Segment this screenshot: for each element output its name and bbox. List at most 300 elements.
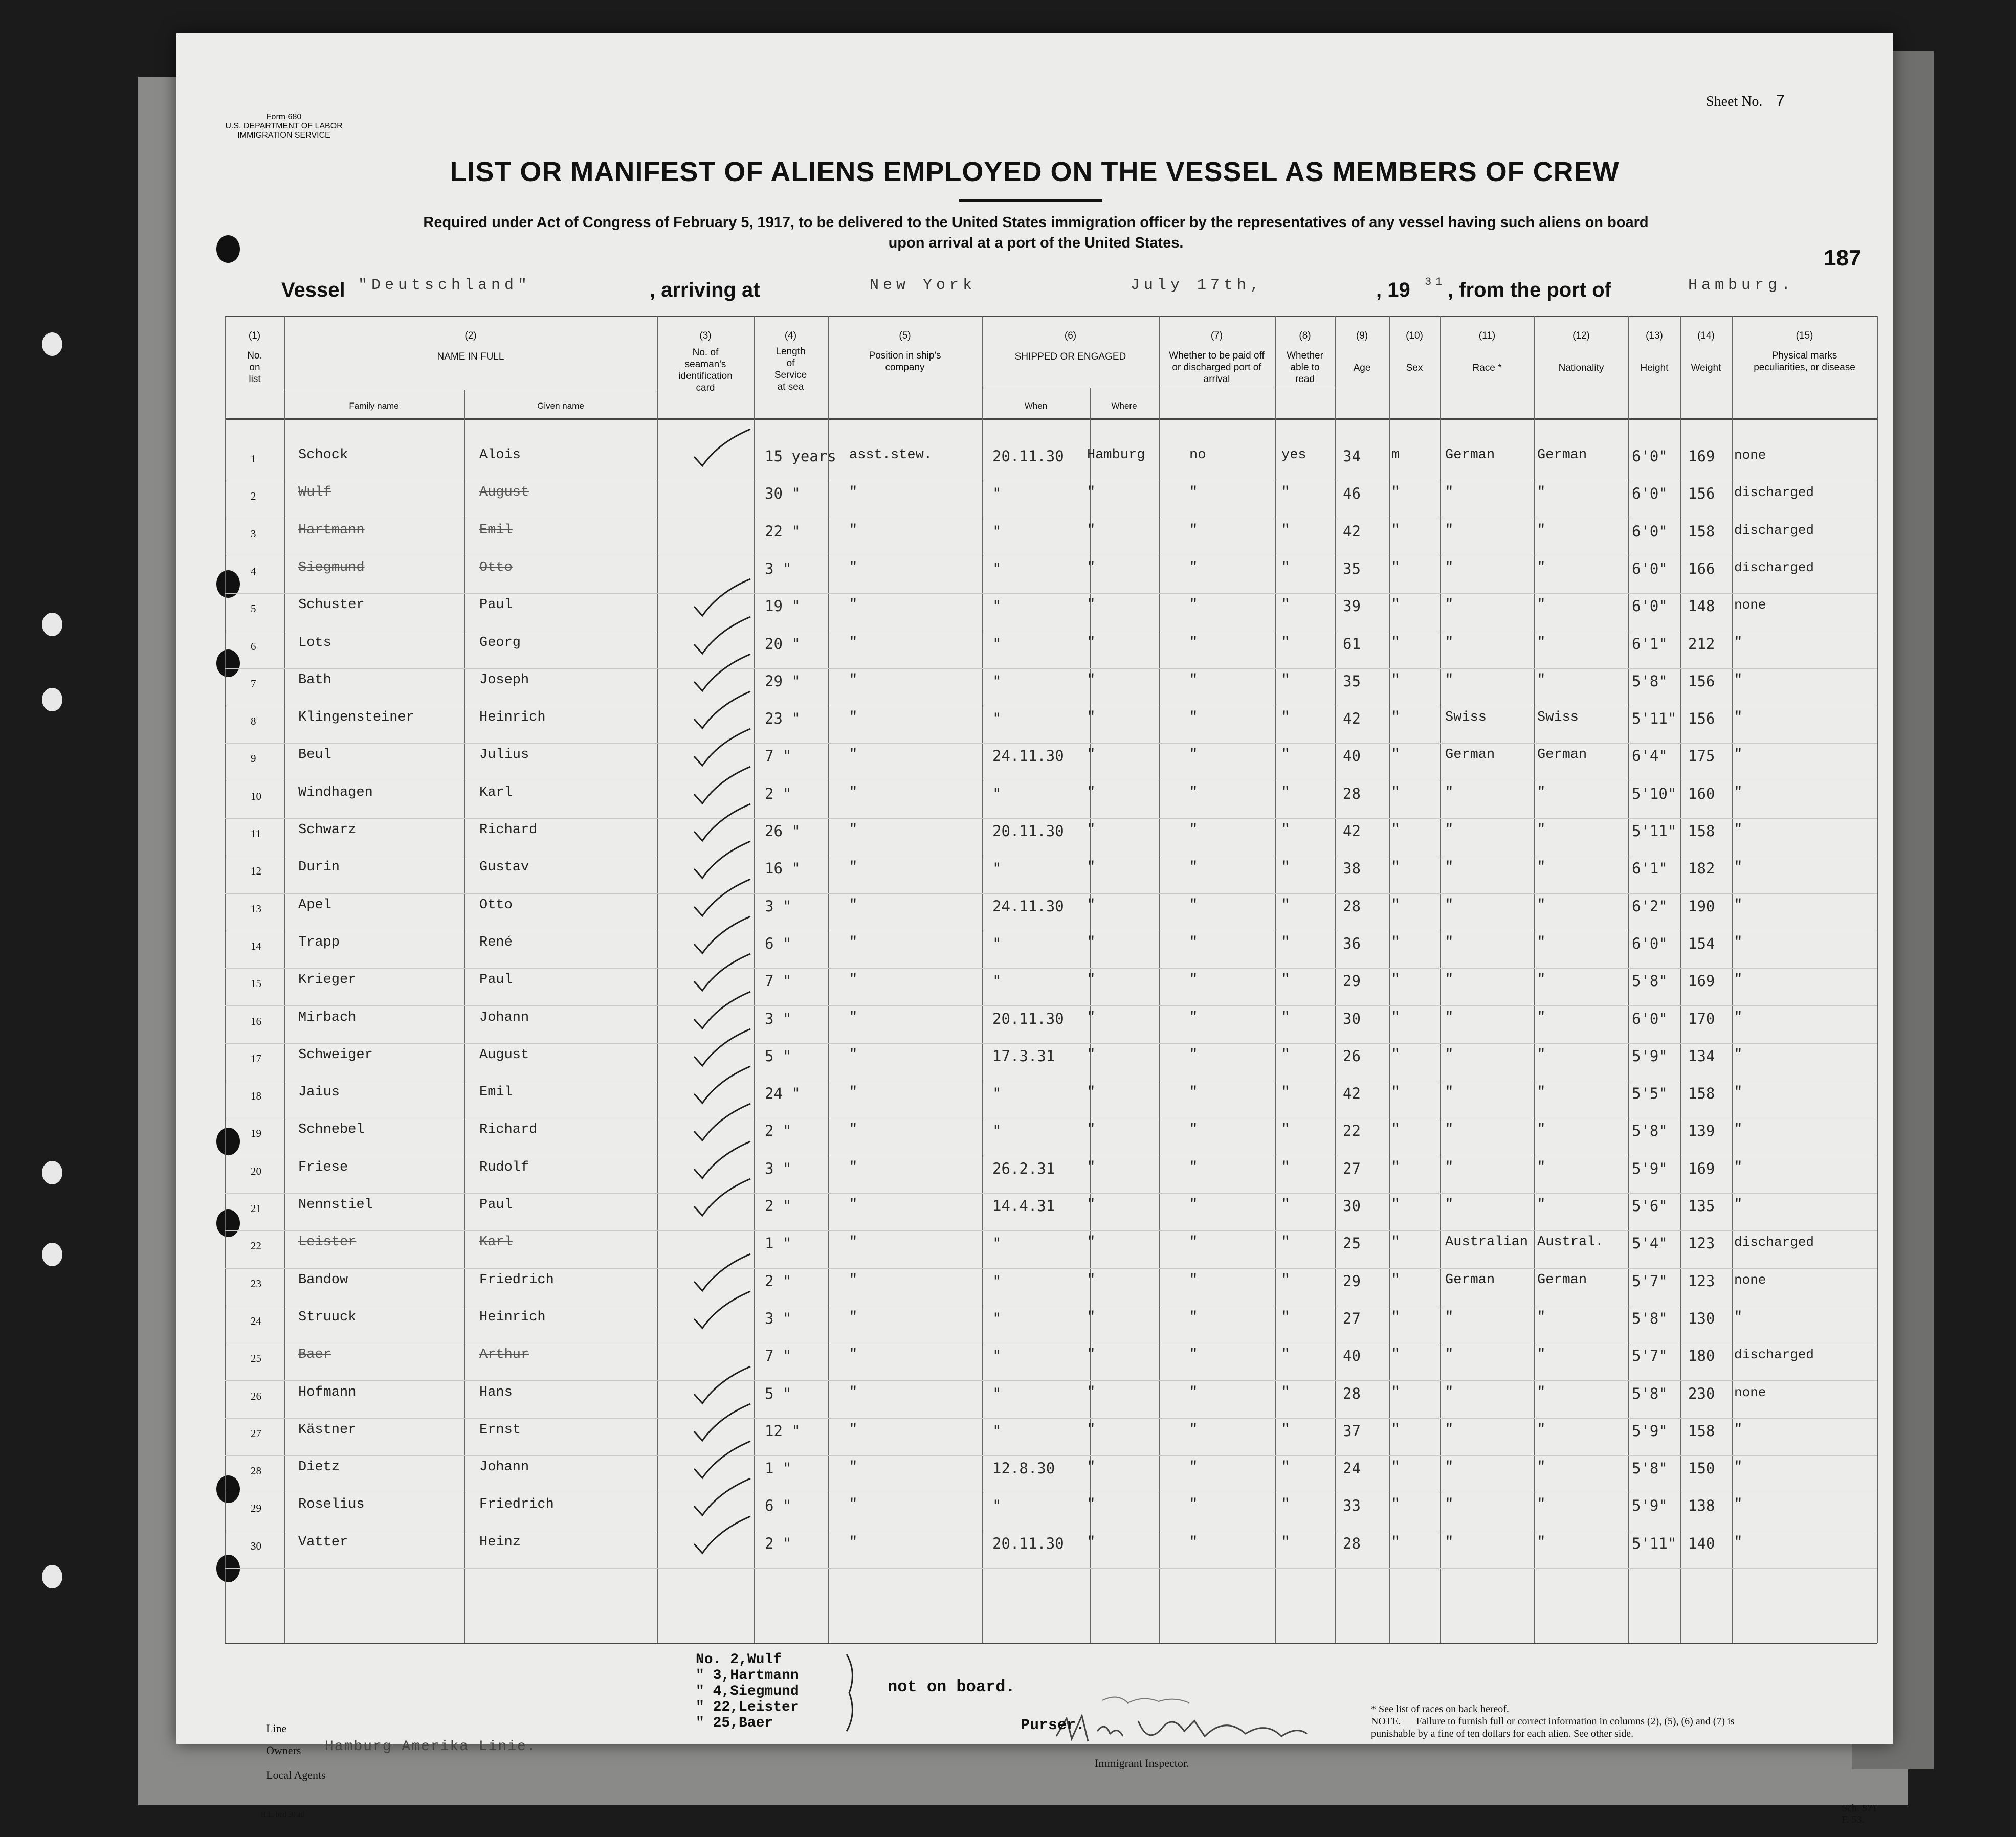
weight-cell: 180 <box>1688 1347 1715 1365</box>
col-label: NAME IN FULL <box>437 351 504 362</box>
service-length-cell: 3 " <box>765 559 792 577</box>
id-card-checkmark-icon <box>688 427 755 468</box>
service-name: IMMIGRATION SERVICE <box>237 131 330 140</box>
race-cell: " <box>1445 1497 1454 1513</box>
physical-marks-cell: " <box>1734 710 1743 726</box>
sex-cell: " <box>1391 1347 1400 1363</box>
col-number: (6) <box>1064 330 1077 341</box>
nationality-cell: " <box>1537 822 1546 838</box>
row-number-cell: 16 <box>251 1015 261 1027</box>
family-name-cell: Klingensteiner <box>298 710 414 726</box>
physical-marks-cell: none <box>1734 447 1766 463</box>
weight-cell: 169 <box>1688 447 1715 465</box>
age-cell: 28 <box>1343 1384 1361 1402</box>
given-name-cell: Arthur <box>479 1347 529 1363</box>
height-cell: 5'8" <box>1632 1460 1668 1477</box>
table-row <box>176 1347 1893 1384</box>
ship-position-cell: " <box>849 485 858 501</box>
nationality-cell: Austral. <box>1537 1235 1604 1250</box>
ship-position-cell: " <box>849 710 858 726</box>
physical-marks-cell: discharged <box>1734 1235 1814 1250</box>
sex-cell: " <box>1391 747 1400 763</box>
weight-cell: 158 <box>1688 1422 1715 1440</box>
ship-position-cell: " <box>849 1497 858 1513</box>
arrival-date: July 17th, <box>1131 277 1264 294</box>
able-to-read-cell: " <box>1281 1085 1290 1101</box>
ship-position-cell: " <box>849 672 858 688</box>
id-card-checkmark-icon <box>688 577 755 618</box>
shipped-where-cell: " <box>1087 522 1096 538</box>
nationality-cell: " <box>1537 672 1546 688</box>
col9-header <box>1335 330 1389 374</box>
height-cell: 5'9" <box>1632 1497 1668 1515</box>
sex-cell: " <box>1391 785 1400 800</box>
able-to-read-cell: " <box>1281 1197 1290 1213</box>
paid-off-cell: " <box>1189 1122 1198 1138</box>
given-name-cell: René <box>479 934 513 950</box>
row-number-cell: 30 <box>251 1539 261 1552</box>
shipped-when-cell: 20.11.30 <box>992 1534 1064 1552</box>
id-card-checkmark-icon <box>688 839 755 880</box>
col-label: Sex <box>1406 363 1423 373</box>
shipped-when-cell: " <box>992 485 1002 503</box>
paid-off-cell: " <box>1189 747 1198 763</box>
nationality-cell: " <box>1537 1460 1546 1475</box>
service-length-cell: 2 " <box>765 1272 792 1290</box>
age-cell: 29 <box>1343 972 1361 990</box>
weight-cell: 158 <box>1688 1085 1715 1103</box>
paid-off-cell: " <box>1189 897 1198 913</box>
table-row <box>176 1272 1893 1310</box>
table-bottom-rule <box>225 1643 1877 1644</box>
shipped-where-cell: " <box>1087 1010 1096 1025</box>
physical-marks-cell: " <box>1734 1497 1743 1513</box>
sex-cell: " <box>1391 635 1400 651</box>
nationality-cell: " <box>1537 1384 1546 1400</box>
shipped-when-cell: " <box>992 1384 1002 1402</box>
note-line: " 3,Hartmann <box>696 1668 799 1684</box>
service-length-cell: 29 " <box>765 672 801 690</box>
binder-hole <box>216 235 240 263</box>
able-to-read-cell: " <box>1281 1047 1290 1063</box>
paid-off-cell: " <box>1189 934 1198 950</box>
race-cell: " <box>1445 1534 1454 1550</box>
given-name-cell: Emil <box>479 522 513 538</box>
table-row <box>176 1010 1893 1047</box>
id-card-checkmark-icon <box>688 1402 755 1443</box>
ship-position-cell: " <box>849 1122 858 1138</box>
given-name-cell: Richard <box>479 822 538 838</box>
given-name-cell: Emil <box>479 1085 513 1101</box>
family-name-cell: Friese <box>298 1159 348 1175</box>
col2-header <box>284 330 657 363</box>
service-length-cell: 6 " <box>765 934 792 952</box>
sex-cell: " <box>1391 934 1400 950</box>
id-card-checkmark-icon <box>688 1139 755 1180</box>
paid-off-cell: " <box>1189 1159 1198 1175</box>
able-to-read-cell: " <box>1281 1309 1290 1325</box>
shipped-where-cell: " <box>1087 1422 1096 1438</box>
paid-off-cell: " <box>1189 1422 1198 1438</box>
height-cell: 5'8" <box>1632 1309 1668 1327</box>
physical-marks-cell: none <box>1734 1272 1766 1288</box>
physical-marks-cell: " <box>1734 672 1743 688</box>
height-cell: 6'1" <box>1632 635 1668 653</box>
table-row <box>176 747 1893 785</box>
height-cell: 5'8" <box>1632 672 1668 690</box>
table-row <box>176 447 1893 485</box>
paid-off-cell: " <box>1189 1047 1198 1063</box>
age-cell: 42 <box>1343 522 1361 540</box>
shipped-where-cell: " <box>1087 635 1096 651</box>
row-number-cell: 25 <box>251 1352 261 1365</box>
inspector-label: Immigrant Inspector. <box>1095 1757 1189 1769</box>
family-name-cell: Roselius <box>298 1497 365 1513</box>
nationality-cell: " <box>1537 1047 1546 1063</box>
table-row <box>176 1497 1893 1534</box>
not-on-board-text: not on board. <box>888 1677 1015 1696</box>
row-number-cell: 26 <box>251 1390 261 1402</box>
family-name-cell: Windhagen <box>298 785 373 800</box>
row-number-cell: 18 <box>251 1090 261 1103</box>
family-name-cell: Schwarz <box>298 822 357 838</box>
paid-off-cell: no <box>1189 447 1206 463</box>
row-rule <box>225 968 1877 969</box>
service-length-cell: 2 " <box>765 1197 792 1215</box>
shipped-where-cell: Hamburg <box>1087 447 1145 463</box>
table-row <box>176 1385 1893 1422</box>
table-row <box>176 1535 1893 1572</box>
nationality-cell: " <box>1537 1122 1546 1138</box>
row-number-cell: 17 <box>251 1052 261 1065</box>
shipped-where-cell: " <box>1087 710 1096 726</box>
age-cell: 26 <box>1343 1047 1361 1065</box>
height-cell: 5'11" <box>1632 1534 1677 1552</box>
service-length-cell: 12 " <box>765 1422 801 1440</box>
ship-position-cell: " <box>849 559 858 575</box>
age-cell: 40 <box>1343 1347 1361 1365</box>
paid-off-cell: " <box>1189 1460 1198 1475</box>
physical-marks-cell: none <box>1734 1384 1766 1400</box>
race-cell: " <box>1445 860 1454 876</box>
local-agents-label: Local Agents <box>266 1768 326 1781</box>
height-cell: 6'0" <box>1632 485 1668 503</box>
race-cell: " <box>1445 1460 1454 1475</box>
shipped-when-cell: " <box>992 1497 1002 1515</box>
family-name-cell: Beul <box>298 747 331 763</box>
family-name-header: Family name <box>349 401 399 411</box>
family-name-cell: Kästner <box>298 1422 357 1438</box>
owners-value: Hamburg Amerika Linie. <box>325 1739 537 1755</box>
able-to-read-cell: " <box>1281 785 1290 800</box>
shipped-when-cell: " <box>992 559 1002 577</box>
nationality-cell: " <box>1537 972 1546 988</box>
table-header-rule <box>225 418 1877 420</box>
family-name-cell: Schweiger <box>298 1047 373 1063</box>
shipped-where-cell: " <box>1087 1085 1096 1101</box>
paid-off-cell: " <box>1189 1272 1198 1288</box>
year-value: 31 <box>1425 276 1447 288</box>
height-cell: 6'0" <box>1632 447 1668 465</box>
height-cell: 6'0" <box>1632 934 1668 952</box>
family-name-cell: Krieger <box>298 972 357 988</box>
shipped-when-cell: " <box>992 635 1002 653</box>
col-number: (10) <box>1406 330 1423 341</box>
physical-marks-cell: " <box>1734 1460 1743 1475</box>
nationality-cell: " <box>1537 522 1546 538</box>
ship-position-cell: " <box>849 1347 858 1363</box>
able-to-read-cell: " <box>1281 1159 1290 1175</box>
shipped-where-cell: " <box>1087 1235 1096 1250</box>
service-length-cell: 2 " <box>765 1534 792 1552</box>
race-cell: German <box>1445 747 1495 763</box>
service-length-cell: 3 " <box>765 1159 792 1177</box>
given-name-cell: Karl <box>479 785 513 800</box>
nationality-cell: " <box>1537 1197 1546 1213</box>
age-cell: 25 <box>1343 1235 1361 1252</box>
shipped-where-cell: " <box>1087 822 1096 838</box>
age-cell: 35 <box>1343 559 1361 577</box>
race-cell: " <box>1445 1347 1454 1363</box>
nationality-cell: Swiss <box>1537 710 1579 726</box>
physical-marks-cell: " <box>1734 1085 1743 1101</box>
ship-position-cell: " <box>849 747 858 763</box>
shipped-where-cell: " <box>1087 1122 1096 1138</box>
col4-header <box>754 330 828 393</box>
sex-cell: " <box>1391 1197 1400 1213</box>
row-rule <box>225 1193 1877 1194</box>
paid-off-cell: " <box>1189 822 1198 838</box>
form-identifier <box>197 113 371 140</box>
physical-marks-cell: " <box>1734 1122 1743 1138</box>
shipped-where-cell: " <box>1087 1384 1096 1400</box>
table-row <box>176 1310 1893 1347</box>
table-row <box>176 1085 1893 1122</box>
row-number-cell: 8 <box>251 715 256 728</box>
shipped-when-cell: 17.3.31 <box>992 1047 1055 1065</box>
sex-cell: " <box>1391 710 1400 726</box>
race-cell: " <box>1445 1010 1454 1025</box>
row-number-cell: 3 <box>251 527 256 540</box>
row-rule <box>225 1380 1877 1381</box>
service-length-cell: 30 " <box>765 485 801 503</box>
departure-port: Hamburg. <box>1688 277 1795 294</box>
table-row <box>176 523 1893 560</box>
shipped-when-cell: " <box>992 860 1002 878</box>
weight-cell: 156 <box>1688 672 1715 690</box>
row-number-cell: 9 <box>251 752 256 765</box>
physical-marks-cell: " <box>1734 972 1743 988</box>
age-cell: 30 <box>1343 1197 1361 1215</box>
height-cell: 6'4" <box>1632 747 1668 765</box>
col-label: Whether able to read <box>1287 350 1323 385</box>
sex-cell: " <box>1391 485 1400 501</box>
weight-cell: 156 <box>1688 710 1715 728</box>
col10-header <box>1389 330 1440 374</box>
age-cell: 28 <box>1343 1534 1361 1552</box>
col-label: Age <box>1353 363 1371 373</box>
race-cell: " <box>1445 1309 1454 1325</box>
nationality-cell: " <box>1537 1497 1546 1513</box>
shipped-where-cell: " <box>1087 1460 1096 1475</box>
able-to-read-cell: " <box>1281 522 1290 538</box>
age-cell: 30 <box>1343 1010 1361 1027</box>
height-cell: 6'2" <box>1632 897 1668 915</box>
family-name-cell: Mirbach <box>298 1010 357 1025</box>
weight-cell: 182 <box>1688 860 1715 878</box>
physical-marks-cell: " <box>1734 1047 1743 1063</box>
shipped-where-cell: " <box>1087 597 1096 613</box>
sex-cell: " <box>1391 822 1400 838</box>
service-length-cell: 23 " <box>765 710 801 728</box>
title-underline <box>959 199 1102 202</box>
sex-cell: " <box>1391 559 1400 575</box>
family-name-cell: Jaius <box>298 1085 340 1101</box>
given-name-cell: Otto <box>479 897 513 913</box>
ship-position-cell: " <box>849 1047 858 1063</box>
shipped-where-cell: " <box>1087 559 1096 575</box>
height-cell: 5'5" <box>1632 1085 1668 1103</box>
shipped-when-header: When <box>1024 401 1048 411</box>
col-number: (3) <box>699 330 712 341</box>
given-name-cell: Friedrich <box>479 1272 554 1288</box>
weight-cell: 130 <box>1688 1309 1715 1327</box>
race-cell: " <box>1445 1085 1454 1101</box>
shipped-where-cell: " <box>1087 785 1096 800</box>
age-cell: 37 <box>1343 1422 1361 1440</box>
age-cell: 39 <box>1343 597 1361 615</box>
table-row <box>176 1235 1893 1272</box>
height-cell: 5'8" <box>1632 1384 1668 1402</box>
given-name-cell: Joseph <box>479 672 529 688</box>
shipped-where-cell: " <box>1087 672 1096 688</box>
ship-position-cell: " <box>849 1309 858 1325</box>
sex-cell: " <box>1391 972 1400 988</box>
race-cell: German <box>1445 1272 1495 1288</box>
given-name-cell: Paul <box>479 597 513 613</box>
sex-cell: " <box>1391 1422 1400 1438</box>
race-cell: " <box>1445 597 1454 613</box>
given-name-cell: Gustav <box>479 860 529 876</box>
col-number: (1) <box>248 330 261 341</box>
col-label: Whether to be paid off or discharged port of arrival <box>1169 350 1265 385</box>
purser-label: Purser. <box>1021 1717 1085 1734</box>
row-rule <box>225 743 1877 744</box>
ship-position-cell: " <box>849 1272 858 1288</box>
height-cell: 5'11" <box>1632 710 1677 728</box>
physical-marks-cell: none <box>1734 597 1766 613</box>
given-name-cell: Alois <box>479 447 521 463</box>
given-name-cell: Heinrich <box>479 710 546 726</box>
shipped-when-cell: " <box>992 597 1002 615</box>
age-cell: 24 <box>1343 1460 1361 1477</box>
row-number-cell: 21 <box>251 1202 261 1215</box>
physical-marks-cell: " <box>1734 635 1743 651</box>
service-length-cell: 3 " <box>765 897 792 915</box>
col14-header <box>1680 330 1732 374</box>
race-cell: Swiss <box>1445 710 1487 726</box>
race-cell: German <box>1445 447 1495 463</box>
nationality-cell: " <box>1537 1085 1546 1101</box>
paid-off-cell: " <box>1189 597 1198 613</box>
col-number: (9) <box>1356 330 1368 341</box>
col-number: (2) <box>464 330 477 341</box>
row-number-cell: 20 <box>251 1164 261 1177</box>
id-card-checkmark-icon <box>688 952 755 993</box>
col-number: (13) <box>1646 330 1663 341</box>
service-length-cell: 2 " <box>765 1122 792 1140</box>
col-number: (8) <box>1299 330 1311 341</box>
shipped-when-cell: " <box>992 672 1002 690</box>
race-cell: " <box>1445 897 1454 913</box>
col-number: (7) <box>1210 330 1223 341</box>
able-to-read-cell: " <box>1281 1497 1290 1513</box>
height-cell: 5'8" <box>1632 972 1668 990</box>
age-cell: 34 <box>1343 447 1361 465</box>
sex-cell: " <box>1391 1309 1400 1325</box>
col-label: Weight <box>1691 363 1721 373</box>
col-number: (12) <box>1572 330 1590 341</box>
table-row <box>176 1160 1893 1197</box>
table-row <box>176 1460 1893 1497</box>
sheet-number <box>1706 92 1785 111</box>
ship-position-cell: " <box>849 1010 858 1025</box>
paid-off-cell: " <box>1189 1085 1198 1101</box>
able-to-read-cell: " <box>1281 559 1290 575</box>
paid-off-cell: " <box>1189 1534 1198 1550</box>
able-to-read-cell: " <box>1281 1010 1290 1025</box>
binder-hole <box>42 1161 62 1184</box>
arriving-label: , arriving at <box>650 279 760 301</box>
paid-off-cell: " <box>1189 1347 1198 1363</box>
col-number: (14) <box>1697 330 1715 341</box>
page-number: 187 <box>1824 245 1862 271</box>
nationality-cell: " <box>1537 1159 1546 1175</box>
family-name-cell: Wulf <box>298 485 331 501</box>
able-to-read-cell: " <box>1281 1235 1290 1250</box>
sex-cell: " <box>1391 672 1400 688</box>
ship-position-cell: " <box>849 897 858 913</box>
weight-cell: 135 <box>1688 1197 1715 1215</box>
id-card-checkmark-icon <box>688 1064 755 1105</box>
sex-cell: " <box>1391 1235 1400 1250</box>
weight-cell: 139 <box>1688 1122 1715 1140</box>
note-line: " 22,Leister <box>696 1699 799 1715</box>
weight-cell: 138 <box>1688 1497 1715 1515</box>
able-to-read-cell: yes <box>1281 447 1306 463</box>
able-to-read-cell: " <box>1281 860 1290 876</box>
physical-marks-cell: discharged <box>1734 485 1814 501</box>
weight-cell: 134 <box>1688 1047 1715 1065</box>
paid-off-cell: " <box>1189 672 1198 688</box>
ship-position-cell: " <box>849 785 858 800</box>
nationality-cell: " <box>1537 1534 1546 1550</box>
given-name-cell: Johann <box>479 1010 529 1025</box>
age-cell: 42 <box>1343 822 1361 840</box>
family-name-cell: Apel <box>298 897 331 913</box>
shipped-where-cell: " <box>1087 1309 1096 1325</box>
row-number-cell: 10 <box>251 790 261 802</box>
able-to-read-cell: " <box>1281 710 1290 726</box>
given-name-cell: Friedrich <box>479 1497 554 1513</box>
id-card-checkmark-icon <box>688 765 755 805</box>
col-label: Race * <box>1472 363 1502 373</box>
paid-off-cell: " <box>1189 710 1198 726</box>
shipped-when-cell: 12.8.30 <box>992 1460 1055 1477</box>
row-number-cell: 29 <box>251 1502 261 1515</box>
shipped-when-cell: 26.2.31 <box>992 1159 1055 1177</box>
id-card-checkmark-icon <box>688 1439 755 1480</box>
